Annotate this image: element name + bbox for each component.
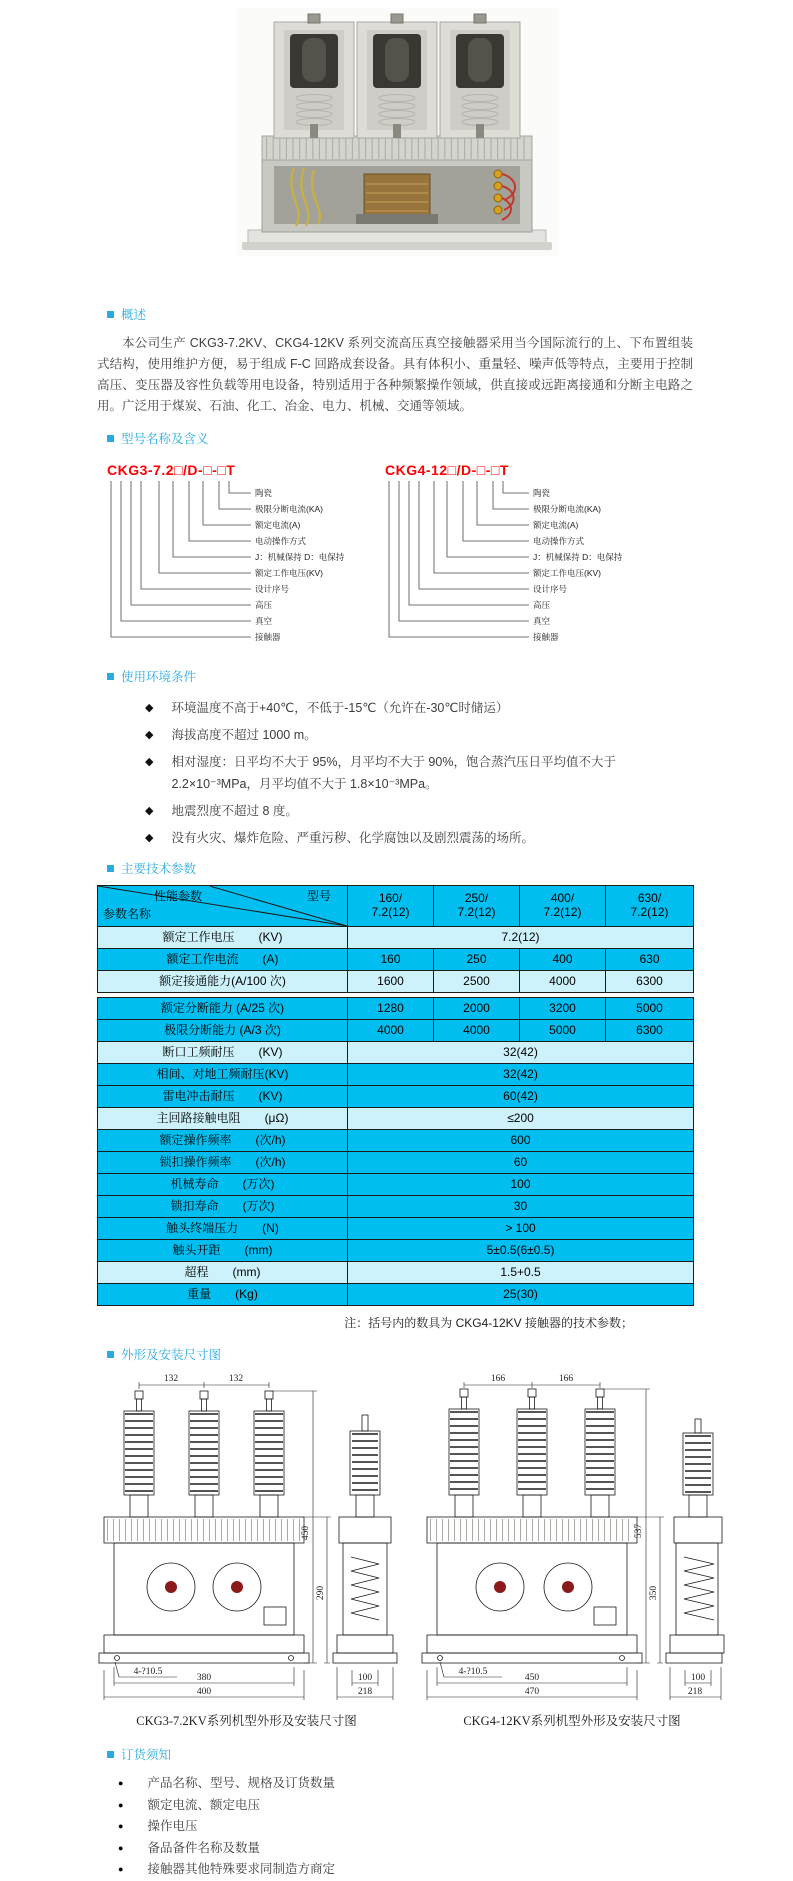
table-header-row [98,886,694,927]
section-bullet-icon [107,1351,114,1358]
section-bullet-icon [107,435,114,442]
dim-label: 4-?10.5 [133,1667,163,1677]
section-title: 订货须知 [121,1748,172,1762]
list-item [97,751,733,795]
value-cell: 600 [348,1130,694,1152]
dim-label: 218 [357,1687,373,1697]
dim-label: 400 [196,1687,212,1697]
section-heading-overview [107,305,733,323]
dim-label: 470 [524,1687,540,1697]
list-item [97,1773,733,1795]
model-diagrams-row [101,459,733,655]
env-item-text: 地震烈度不超过 8 度。 [171,804,298,818]
param-cell: 额定分断能力 (A/25 次) [98,998,348,1020]
list-item [97,697,733,719]
value-cell: 32(42) [348,1064,694,1086]
diamond-bullet-icon: ◆ [145,756,154,768]
photo-area [0,0,793,261]
model-diagram-ckg4 [379,459,643,655]
model-label: 高压 [533,600,551,610]
list-item [97,1859,733,1881]
drawings-row [99,1375,733,1729]
value-cell: 5000 [520,1020,606,1042]
order-item-text: 额定电流、额定电压 [147,1797,260,1812]
value-cell: ≤200 [348,1108,694,1130]
value-cell: 30 [348,1196,694,1218]
table-row [98,1130,694,1152]
value-cell: 2500 [434,971,520,993]
column-header: 400/ 7.2(12) [520,886,606,927]
dim-label: 4-?10.5 [458,1667,488,1677]
param-cell: 锁扣操作频率 (次/h) [98,1152,348,1174]
drawing-ckg3 [99,1375,394,1729]
drawing-ckg4 [422,1375,722,1729]
table-row [98,1174,694,1196]
model-label: 极限分断电流(KA) [255,504,324,514]
section-overview [97,305,733,417]
dim-label: 100 [690,1673,706,1683]
diamond-bullet-icon: ◆ [145,805,154,817]
table-row [98,1284,694,1306]
product-photo [236,8,558,256]
param-cell: 断口工频耐压 (KV) [98,1042,348,1064]
model-label: 设计序号 [533,584,568,594]
model-label: 额定工作电压(KV) [255,568,324,578]
dim-label: 132 [228,1374,244,1384]
section-bullet-icon [107,311,114,318]
section-title: 主要技术参数 [121,862,197,876]
section-heading-ordering [107,1745,733,1763]
param-cell: 触头开距 (mm) [98,1240,348,1262]
section-heading-model [107,429,733,447]
model-label: 接触器 [255,632,281,642]
value-cell: 5±0.5(6±0.5) [348,1240,694,1262]
value-cell: 25(30) [348,1284,694,1306]
param-cell: 锁扣寿命 (万次) [98,1196,348,1218]
dot-bullet-icon: ● [118,1842,124,1853]
table-row [98,1064,694,1086]
table-row [98,1218,694,1240]
table-row [98,1086,694,1108]
column-header: 160/ 7.2(12) [348,886,434,927]
dim-label: 100 [357,1673,373,1683]
dim-label: 290 [316,1585,326,1601]
section-ordering [97,1745,733,1881]
table-row [98,1240,694,1262]
table-row [98,1152,694,1174]
section-bullet-icon [107,865,114,872]
drawing-caption-ckg4: CKG4-12KV系列机型外形及安装尺寸图 [463,1714,681,1728]
model-label: 设计序号 [255,584,290,594]
tech-params-table-bottom [97,997,694,1306]
value-cell: 1280 [348,998,434,1020]
value-cell: 4000 [434,1020,520,1042]
list-item [97,1838,733,1860]
section-model-naming [97,429,733,655]
value-cell: 250 [434,949,520,971]
param-cell: 超程 (mm) [98,1262,348,1284]
dim-label: 166 [490,1374,506,1384]
section-heading-tech [107,859,733,877]
value-cell: 4000 [348,1020,434,1042]
section-title: 使用环境条件 [121,670,197,684]
dimension-drawing-ckg3 [99,1375,394,1705]
env-item-text: 没有火灾、爆炸危险、严重污秽、化学腐蚀以及剧烈震荡的场所。 [171,831,534,845]
section-title: 外形及安装尺寸图 [121,1348,222,1362]
table-row [98,1196,694,1218]
env-item-text: 相对湿度：日平均不大于 95%，月平均不大于 90%，饱合蒸汽压日平均值不大于 2.2×10⁻³MPa，月平均值不大于 1.8×10⁻³MPa。 [171,755,616,791]
model-string-ckg4: CKG4-12□/D-□-□T [385,462,509,478]
param-cell: 触头终端压力 (N) [98,1218,348,1240]
value-cell: 7.2(12) [348,927,694,949]
order-item-text: 接触器其他特殊要求同制造方商定 [147,1862,335,1876]
order-item-text: 备品备件名称及数量 [147,1840,260,1855]
value-cell: 3200 [520,998,606,1020]
section-bullet-icon [107,1751,114,1758]
list-item [97,800,733,822]
corner-label-model: 型号 [306,889,331,903]
value-cell: 6300 [606,1020,694,1042]
tech-params-table-top [97,885,694,993]
diamond-bullet-icon: ◆ [145,702,154,714]
section-environment [97,667,733,849]
table-row [98,1020,694,1042]
value-cell: > 100 [348,1218,694,1240]
dim-label: 132 [163,1374,179,1384]
corner-label-param-name: 参数名称 [103,907,152,922]
value-cell: 2000 [434,998,520,1020]
dot-bullet-icon: ● [118,1799,124,1810]
table-row [98,1042,694,1064]
diamond-bullet-icon: ◆ [145,729,154,741]
dot-bullet-icon: ● [118,1821,124,1831]
section-bullet-icon [107,673,114,680]
value-cell: 1.5+0.5 [348,1262,694,1284]
table-row [98,971,694,993]
dim-label: 380 [196,1673,212,1683]
value-cell: 4000 [520,971,606,993]
model-label: 电动操作方式 [255,536,307,546]
value-cell: 32(42) [348,1042,694,1064]
dim-label: 166 [558,1374,574,1384]
model-label: J：机械保持 D：电保持 [255,552,345,562]
table-row [98,927,694,949]
param-cell: 额定操作频率 (次/h) [98,1130,348,1152]
value-cell: 400 [520,949,606,971]
table-row [98,998,694,1020]
value-cell: 1600 [348,971,434,993]
order-item-text: 产品名称、型号、规格及订货数量 [147,1776,335,1790]
value-cell: 60 [348,1152,694,1174]
corner-label-performance: 性能参数 [154,889,203,903]
model-label: 额定电流(A) [255,520,301,530]
param-cell: 极限分断能力 (A/3 次) [98,1020,348,1042]
list-item [97,1816,733,1838]
model-label: 真空 [533,616,551,626]
model-label: 接触器 [533,632,559,642]
param-cell: 相间、对地工频耐压(KV) [98,1064,348,1086]
section-title: 概述 [121,308,147,322]
table-row [98,949,694,971]
dot-bullet-icon: ● [118,1864,124,1874]
value-cell: 60(42) [348,1086,694,1108]
section-heading-drawings [107,1345,733,1363]
model-label: 陶瓷 [255,488,273,498]
param-cell: 额定接通能力(A/100 次) [98,971,348,993]
model-string-ckg3: CKG3-7.2□/D-□-□T [107,462,236,478]
dim-label: 450 [524,1673,540,1683]
list-item [97,1795,733,1817]
column-header: 630/ 7.2(12) [606,886,694,927]
section-drawings [97,1345,733,1729]
value-cell: 5000 [606,998,694,1020]
section-title: 型号名称及含义 [121,432,209,446]
model-label: 极限分断电流(KA) [533,504,602,514]
table-row [98,1108,694,1130]
dim-label: 218 [687,1687,703,1697]
model-label: J：机械保持 D：电保持 [533,552,623,562]
env-item-text: 环境温度不高于+40℃，不低于-15℃（允许在-30℃时储运） [171,701,509,715]
model-label: 真空 [255,616,273,626]
model-diagram-ckg3 [101,459,365,655]
ordering-list [97,1773,733,1881]
dot-bullet-icon: ● [118,1778,124,1788]
order-item-text: 操作电压 [147,1819,198,1833]
param-cell: 额定工作电流 (A) [98,949,348,971]
dimension-drawing-ckg4 [422,1375,722,1705]
value-cell: 100 [348,1174,694,1196]
value-cell: 160 [348,949,434,971]
env-item-text: 海拔高度不超过 1000 m。 [171,728,317,742]
param-cell: 主回路接触电阻 (μΩ) [98,1108,348,1130]
environment-conditions-list [97,697,733,849]
list-item [97,724,733,746]
model-label: 陶瓷 [533,488,551,498]
param-cell: 重量 (Kg) [98,1284,348,1306]
section-tech-params [97,859,733,1331]
param-cell: 额定工作电压 (KV) [98,927,348,949]
list-item [97,827,733,849]
table-note: 注：括号内的数具为 CKG4-12KV 接触器的技术参数； [344,1316,633,1330]
column-header: 250/ 7.2(12) [434,886,520,927]
model-label: 电动操作方式 [533,536,585,546]
param-cell: 机械寿命 (万次) [98,1174,348,1196]
table-corner-cell [98,886,348,927]
model-label: 额定工作电压(KV) [533,568,602,578]
drawing-caption-ckg3: CKG3-7.2KV系列机型外形及安装尺寸图 [136,1714,357,1728]
dim-label: 537 [634,1523,644,1539]
overview-paragraph: 本公司生产 CKG3-7.2KV、CKG4-12KV 系列交流高压真空接触器采用当今国际流行的上、下布置组装式结构，使用维护方便，易于组成 F-C 回路成套设备。具有体积小、重量轻、噪声低等特点，主要用于控制高压、变压器及容性负载等用电设备，特别适用于各种频繁操作领域，供直接或远距离接通和分断主电路之用。广泛用于煤炭、石油、化工、冶金、电力、机械、交通等领域。 [97,336,693,413]
dim-label: 350 [649,1585,659,1601]
model-label: 额定电流(A) [533,520,579,530]
value-cell: 6300 [606,971,694,993]
value-cell: 630 [606,949,694,971]
param-cell: 雷电冲击耐压 (KV) [98,1086,348,1108]
model-label: 高压 [255,600,273,610]
table-row [98,1262,694,1284]
dim-label: 450 [301,1525,311,1541]
section-heading-environment [107,667,733,685]
diamond-bullet-icon: ◆ [145,832,154,844]
